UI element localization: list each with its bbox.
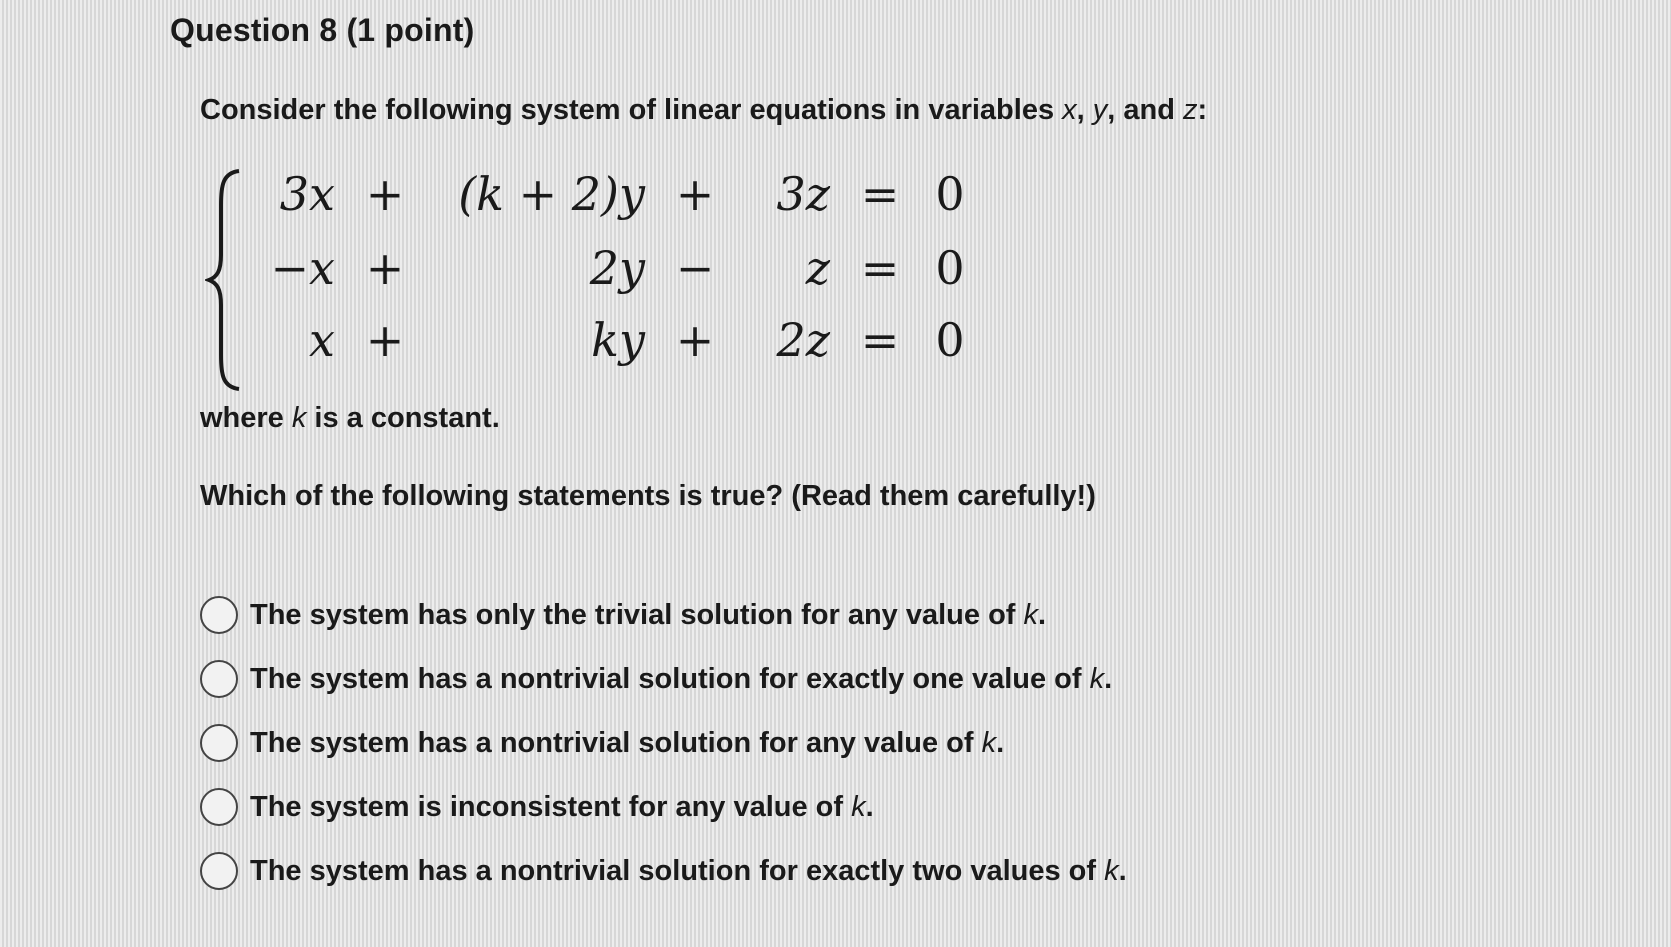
where-suffix: is a constant. — [306, 402, 500, 434]
constant-note — [200, 402, 500, 435]
option-label — [250, 855, 1127, 888]
operator: + — [675, 167, 715, 221]
rhs-value: 0 — [935, 313, 965, 367]
question-prompt: Which of the following statements is true? (Read them carefully!) — [200, 480, 1096, 512]
term: 3z — [776, 167, 830, 221]
answer-option-4[interactable] — [200, 782, 1200, 832]
option-var: k — [1023, 598, 1039, 631]
option-text: The system has a nontrivial solution for exactly one value of — [250, 662, 1090, 695]
option-text: The system has a nontrivial solution for any value of — [250, 726, 982, 759]
question-intro — [200, 94, 1207, 127]
option-label — [250, 791, 874, 824]
option-label — [250, 727, 1004, 760]
term: −x — [270, 241, 335, 295]
operator: + — [675, 313, 715, 367]
equals-sign: = — [860, 313, 900, 367]
option-var: k — [1089, 662, 1105, 695]
equals-sign: = — [860, 241, 900, 295]
rhs-value: 0 — [935, 241, 965, 295]
term: 2y — [589, 241, 645, 295]
option-text: The system has only the trivial solution for any value of — [250, 598, 1024, 631]
term: 2z — [776, 313, 830, 367]
intro-sep-2: , and — [1107, 94, 1183, 126]
term: z — [805, 241, 830, 295]
answer-option-3[interactable] — [200, 718, 1200, 768]
equation-row — [255, 241, 1105, 301]
option-var: k — [1104, 854, 1119, 887]
operator: + — [365, 313, 405, 367]
radio-button[interactable] — [200, 660, 238, 698]
option-end: . — [1118, 854, 1127, 887]
equation-row — [255, 167, 1105, 227]
answer-option-2[interactable] — [200, 654, 1200, 704]
option-end: . — [1104, 662, 1113, 695]
option-label — [250, 663, 1112, 696]
question-title: Question 8 (1 point) — [170, 12, 475, 48]
term: 3x — [279, 167, 335, 221]
option-end: . — [865, 790, 874, 823]
option-label — [250, 599, 1046, 632]
option-end: . — [996, 726, 1005, 759]
option-text: The system has a nontrivial solution for exactly two values of — [250, 854, 1105, 887]
intro-suffix: : — [1197, 94, 1208, 126]
variable-x: x — [1062, 94, 1077, 126]
equals-sign: = — [860, 167, 900, 221]
radio-button[interactable] — [200, 596, 238, 634]
equation-row — [255, 313, 1105, 373]
variable-y: y — [1092, 94, 1108, 126]
term: x — [309, 313, 335, 367]
term: ky — [591, 313, 645, 367]
option-var: k — [851, 790, 866, 823]
answer-option-5[interactable] — [200, 846, 1200, 896]
intro-text: Consider the following system of linear equations in variables — [200, 94, 1063, 126]
left-brace-icon — [205, 165, 245, 395]
option-end: . — [1038, 598, 1047, 631]
rhs-value: 0 — [935, 167, 965, 221]
operator: + — [365, 167, 405, 221]
variable-k: k — [291, 402, 307, 434]
radio-button[interactable] — [200, 852, 238, 890]
variable-z: z — [1183, 94, 1198, 126]
intro-sep-1: , — [1076, 94, 1093, 126]
equation-system — [205, 165, 1105, 405]
answer-option-1[interactable] — [200, 590, 1200, 640]
where-prefix: where — [200, 402, 292, 434]
option-text: The system is inconsistent for any value of — [250, 790, 852, 823]
operator: − — [675, 241, 715, 295]
radio-button[interactable] — [200, 724, 238, 762]
operator: + — [365, 241, 405, 295]
option-var: k — [981, 726, 997, 759]
radio-button[interactable] — [200, 788, 238, 826]
term: (k + 2)y — [458, 167, 645, 221]
